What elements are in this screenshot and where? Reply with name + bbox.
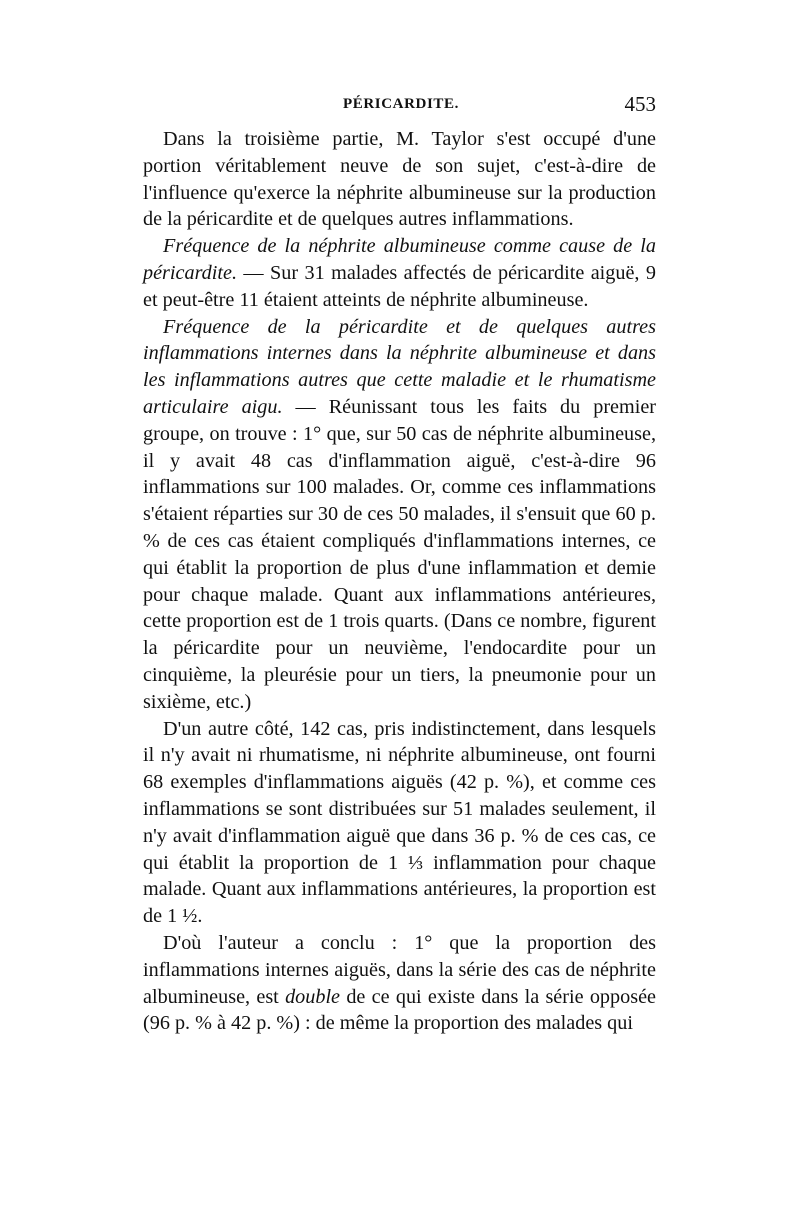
paragraph-frequence-nephrite [143,233,656,313]
paragraph-italic-word: double [285,985,341,1008]
running-head [143,92,656,120]
paragraph-conclusion [143,930,656,1037]
page-number: 453 [624,92,656,116]
paragraph-text: D'où l'auteur a conclu : 1° que la proportion des inflammations internes aiguës, dans la série des cas de néphrite albumineuse, est [143,931,656,1008]
paragraph-text: D'un autre côté, 142 cas, pris indistinctement, dans lesquels il n'y avait ni rhumatisme, ni néphrite albumineuse, ont fourni 68 exemples d'inflammations aiguës (42 p. %), et comme ces inflammations se sont distribuées sur 51 malades seulement, il n'y avait d'inflammation aiguë que dans 36 p. % de ces cas, ce qui établit la proportion de 1 ⅓ inflammation pour chaque malade. Quant aux inflammations antérieures, la proportion est de 1 ½. [143,717,656,928]
paragraph-italic-heading: Fréquence de la péricardite et de quelques autres inflammations internes dans la néphrite albumineuse et dans les inflammations autres que cette maladie et le rhumatisme articulaire aigu. [143,315,656,418]
paragraph-taylor-intro [143,126,656,233]
running-title: PÉRICARDITE. [343,96,459,112]
paragraph-text: Dans la troisième partie, M. Taylor s'est occupé d'une portion véritablement neuve de son sujet, c'est-à-dire de l'influence qu'exerce la néphrite albumineuse sur la production de la péricardite et de quelques autres inflammations. [143,128,656,231]
paragraph-frequence-pericardite [143,314,656,716]
paragraph-text: — Réunissant tous les faits du premier groupe, on trouve : 1° que, sur 50 cas de néphrite albumineuse, il y avait 48 cas d'inflammation aiguë, c'est-à-dire 96 inflammations sur 100 malades. Or, comme ces inflammations s'étaient réparties sur 30 de ces 50 malades, il s'ensuit que 60 p. % de ces cas étaient compliqués d'inflammations internes, ce qui établit la proportion de plus d'une inflammation et demie pour chaque malade. Quant aux inflammations antérieures, cette proportion est de 1 trois quarts. (Dans ce nombre, figurent la péricardite pour un neuvième, l'endocardite pour un cinquième, la pleurésie pour un tiers, la pneumonie pour un sixième, etc.) [143,395,656,713]
paragraph-text: — Sur 31 malades affectés de péricardite aiguë, 9 et peut-être 11 étaient atteints de néphrite albumineuse. [143,261,656,311]
paragraph-italic-heading: Fréquence de la néphrite albumineuse comme cause de la péricardite. [143,235,656,284]
paragraph-text: de ce qui existe dans la série opposée (96 p. % à 42 p. %) : de même la proportion des malades qui [143,985,656,1035]
paragraph-autre-cote [143,716,656,930]
body-text [143,126,656,1037]
